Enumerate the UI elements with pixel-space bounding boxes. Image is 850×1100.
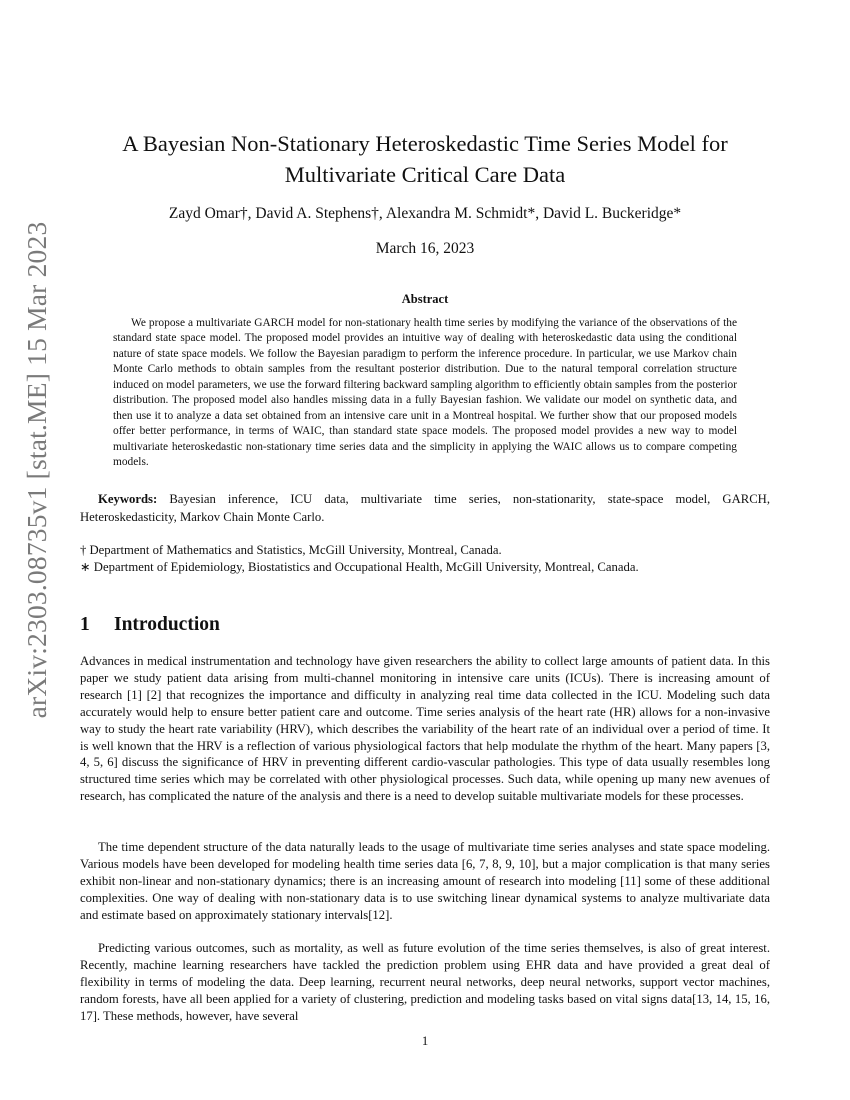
abstract-heading: Abstract	[401, 292, 449, 306]
intro-paragraph: The time dependent structure of the data naturally leads to the usage of multivariate time series analyses and state space modeling. Various models have been developed for modeling health time series data [6, 7, 8, 9, 10], but a major complication is that many series exhibit non-linear and non-stationary dynamics; there is an increasing amount of research into modeling [11] some of these additional complexities. One way of dealing with non-stationary data is to use switching linear dynamical systems to analyze multivariate data and estimate based on approximately stationary intervals[12].	[80, 840, 770, 922]
intro-paragraph: Predicting various outcomes, such as mortality, as well as future evolution of the time series themselves, is also of great interest. Recently, machine learning researchers have tackled the prediction problem using EHR data and have provided a great deal of flexibility in terms of modeling the data. Deep learning, recurrent neural networks, deep neural networks, support vector machines, random forests, have all been applied for a variety of clustering, prediction and modeling tasks based on vital signs data[13, 14, 15, 16, 17]. These methods, however, have several	[80, 941, 770, 1023]
intro-paragraph: Advances in medical instrumentation and technology have given researchers the ability to collect large amounts of patient data. In this paper we study patient data arising from multi-channel monitoring in intensive care units (ICUs). There is increasing amount of research [1] [2] that recognizes the importance and difficulty in analyzing real time data collected in the ICU. Modeling such data accurately would help to ensure better patient care and outcome. Time series analysis of the heart rate (HR) allows for a non-invasive way to study the heart rate variability (HRV), which describes the variability of the heart rate of an individual over a period of time. It is well known that the HRV is a reflection of various physiological factors that help modulate the rhythm of the heart. Many papers [3, 4, 5, 6] discuss the significance of HRV in preventing different cardio-vascular pathologies. This type of data usually resembles long structured time series which may be correlated with other physiological processes. Such data, while opening up many new avenues of research, has complicated the nature of the analysis and there is a need to develop suitable multivariate models for these processes.	[80, 654, 770, 804]
keywords-paragraph	[80, 490, 770, 526]
paper-title: A Bayesian Non-Stationary Heteroskedastic Time Series Model for Multivariate Critical Care Data	[122, 131, 728, 187]
affiliation-mcgill-math: † Department of Mathematics and Statistics, McGill University, Montreal, Canada.	[80, 543, 502, 557]
abstract-text: We propose a multivariate GARCH model for non-stationary health time series by modifying the variance of the observations of the standard state space model. The proposed model provides an intuitive way of dealing with heteroskedastic data using the conditional nature of state space models. We follow the Bayesian paradigm to perform the inference procedure. In particular, we use Markov chain Monte Carlo methods to obtain samples from the resultant posterior distribution. Due to the natural temporal correlation structure induced on model parameters, we use the forward filtering backward sampling algorithm to efficiently obtain samples from the posterior distribution. The proposed model also handles missing data in a fully Bayesian fashion. We validate our model on synthetic data, and then use it to analyze a data set obtained from an intensive care unit in a Montreal hospital. We further show that our proposed models offer better performance, in terms of WAIC, than standard state space models. The proposed model provides a new way to model multivariate heteroskedastic non-stationary time series data and the simplicity in applying the WAIC allows us to compare competing models.	[113, 317, 737, 469]
author-list: Zayd Omar†, David A. Stephens†, Alexandra M. Schmidt*, David L. Buckeridge*	[168, 205, 682, 222]
page-number: 1	[421, 1034, 429, 1048]
keywords-label: Keywords:	[98, 492, 158, 506]
publication-date: March 16, 2023	[375, 240, 475, 257]
arxiv-identifier-text: arXiv:2303.08735v1 [stat.ME] 15 Mar 2023	[21, 221, 52, 719]
section-number: 1	[80, 614, 90, 635]
keywords-text: Bayesian inference, ICU data, multivariate time series, non-stationarity, state-space model, GARCH, Heteroskedasticity, Markov Chain Monte Carlo.	[80, 492, 771, 524]
section-title: Introduction	[114, 614, 220, 635]
affiliation-mcgill-epidemiology: ∗ Department of Epidemiology, Biostatistics and Occupational Health, McGill University, Montreal, Canada.	[80, 560, 639, 574]
section-heading	[80, 614, 220, 636]
